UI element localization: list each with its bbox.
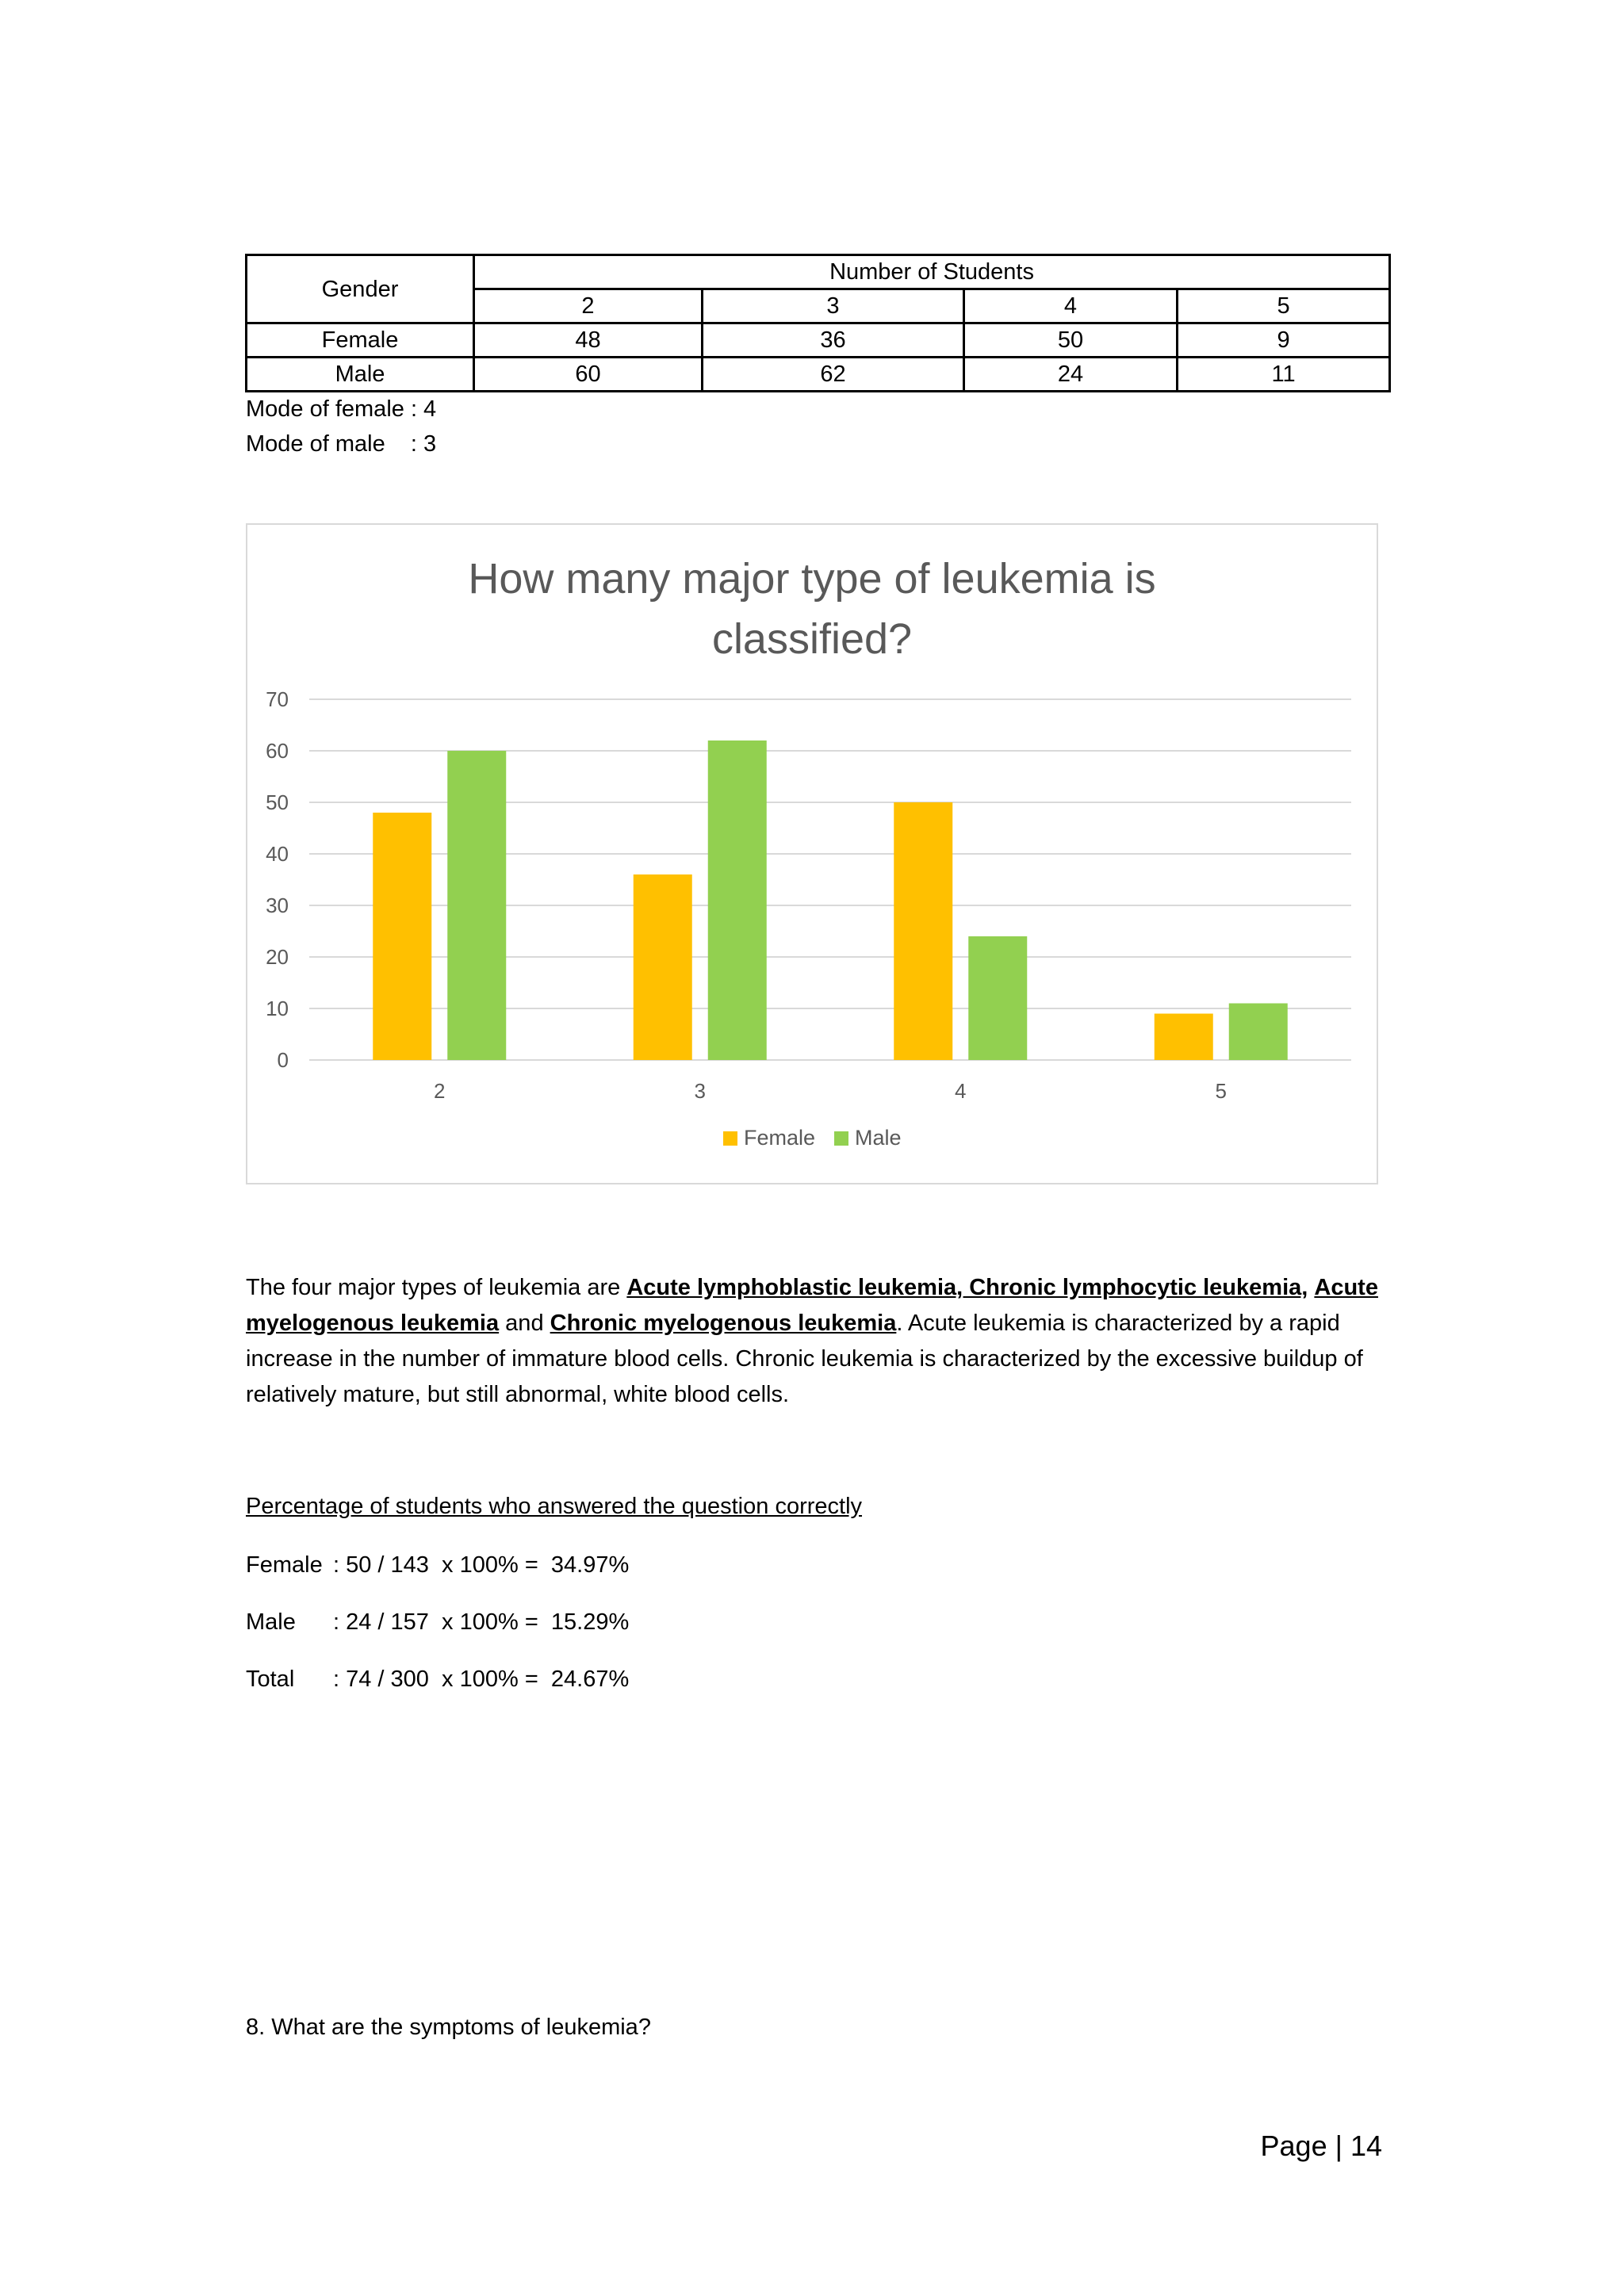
table-cell: 36 [703, 323, 964, 358]
question-8: 8. What are the symptoms of leukemia? [246, 2015, 651, 2040]
bar-male [708, 740, 767, 1060]
column-header: 4 [964, 289, 1178, 323]
calc-male [246, 1609, 629, 1636]
bar-male [447, 751, 506, 1060]
column-header: 2 [474, 289, 703, 323]
number-of-students-header: Number of Students [474, 255, 1390, 289]
legend-swatch [834, 1131, 848, 1146]
calc-value: : 50 / 143 x 100% = 34.97% [333, 1552, 630, 1578]
term-acute-myelogenous: Acute myelogenous leukemia [246, 1275, 1378, 1336]
legend-label: Female [744, 1126, 816, 1150]
table-cell: 9 [1178, 323, 1390, 358]
legend-label: Male [855, 1126, 902, 1150]
column-header: 3 [703, 289, 964, 323]
y-tick-label: 0 [277, 1048, 289, 1072]
calc-label: Male [246, 1609, 296, 1635]
y-tick-label: 70 [266, 687, 289, 711]
table-row [247, 358, 1390, 392]
leukemia-types-paragraph [246, 1270, 1388, 1413]
x-tick-label: 5 [1215, 1079, 1227, 1103]
calc-value: : 74 / 300 x 100% = 24.67% [333, 1667, 630, 1692]
x-tick-label: 3 [694, 1079, 706, 1103]
table-cell: 50 [964, 323, 1178, 358]
y-tick-label: 60 [266, 739, 289, 763]
students-table [245, 254, 1391, 392]
bar-male [1229, 1004, 1288, 1061]
paragraph-rest: . Acute leukemia is characterized by a rapid increase in the number of immature blood cells. Chronic leukemia is characterized by the excessive buildup of relatively mature, but still abnormal, white blood cells. [246, 1311, 1363, 1407]
percentage-heading: Percentage of students who answered the question correctly [246, 1494, 863, 1519]
table-cell: 60 [474, 358, 703, 392]
x-tick-label: 4 [955, 1079, 967, 1103]
bar-male [968, 936, 1027, 1060]
y-tick-label: 10 [266, 997, 289, 1020]
calc-total [246, 1667, 629, 1693]
y-tick-label: 50 [266, 790, 289, 814]
term-chronic-myelogenous: Chronic myelogenous leukemia [550, 1311, 897, 1336]
row-label: Male [247, 358, 474, 392]
calc-label: Total [246, 1667, 295, 1692]
page-number: Page | 14 [1260, 2130, 1382, 2162]
paragraph-intro: The four major types of leukemia are [246, 1275, 627, 1300]
table-cell: 11 [1178, 358, 1390, 392]
mode-of-male: Mode of male : 3 [246, 431, 437, 457]
paragraph-and: and [499, 1311, 550, 1336]
y-tick-label: 20 [266, 945, 289, 969]
mode-of-female: Mode of female : 4 [246, 396, 437, 422]
table-cell: 62 [703, 358, 964, 392]
bar-female [634, 874, 692, 1060]
bar-female [894, 802, 952, 1060]
y-tick-label: 30 [266, 894, 289, 917]
legend-swatch [723, 1131, 737, 1146]
calc-label: Female [246, 1552, 323, 1578]
chart-plot [247, 525, 1380, 1186]
bar-female [373, 813, 431, 1060]
chart-title-line-1: How many major type of leukemia is [468, 555, 1156, 603]
bar-chart [246, 523, 1378, 1184]
x-tick-label: 2 [434, 1079, 446, 1103]
table-cell: 48 [474, 323, 703, 358]
table-row [247, 323, 1390, 358]
calc-value: : 24 / 157 x 100% = 15.29% [333, 1609, 630, 1635]
column-header: 5 [1178, 289, 1390, 323]
row-label: Female [247, 323, 474, 358]
bar-female [1155, 1014, 1213, 1061]
table-cell: 24 [964, 358, 1178, 392]
term-acute-lymphoblastic-chronic-lymphocytic: Acute lymphoblastic leukemia, Chronic lymphocytic leukemia, [626, 1275, 1308, 1300]
y-tick-label: 40 [266, 842, 289, 866]
chart-title-line-2: classified? [711, 615, 913, 663]
gender-header: Gender [247, 255, 474, 323]
calc-female [246, 1552, 629, 1578]
